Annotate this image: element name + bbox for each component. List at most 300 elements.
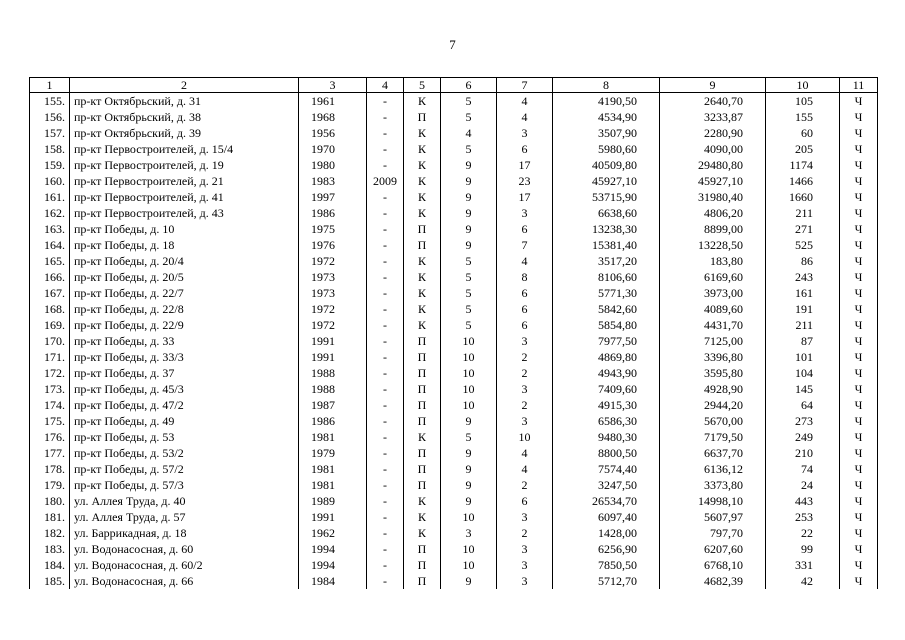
table-row: [30, 173, 878, 189]
cell-living-area: 6136,12: [660, 461, 766, 477]
cell-total-area: 53715,90: [553, 189, 660, 205]
table-row: [30, 525, 878, 541]
table-row: [30, 269, 878, 285]
cell-year-built: 1961: [299, 93, 367, 110]
cell-reconstruction-year: -: [367, 253, 404, 269]
cell-total-area: 26534,70: [553, 493, 660, 509]
cell-row-number: 158.: [30, 141, 70, 157]
cell-reconstruction-year: 2009: [367, 173, 404, 189]
cell-total-area: 5980,60: [553, 141, 660, 157]
cell-living-area: 3396,80: [660, 349, 766, 365]
cell-floors: 5: [441, 93, 497, 110]
cell-reconstruction-year: -: [367, 301, 404, 317]
cell-residents: 86: [766, 253, 840, 269]
cell-year-built: 1984: [299, 573, 367, 589]
cell-residents: 1660: [766, 189, 840, 205]
cell-residents: 60: [766, 125, 840, 141]
cell-total-area: 4943,90: [553, 365, 660, 381]
cell-year-built: 1979: [299, 445, 367, 461]
cell-residents: 243: [766, 269, 840, 285]
cell-row-number: 175.: [30, 413, 70, 429]
table-row: [30, 205, 878, 221]
cell-row-number: 181.: [30, 509, 70, 525]
cell-row-number: 174.: [30, 397, 70, 413]
cell-residents: 104: [766, 365, 840, 381]
cell-entrances: 2: [497, 525, 553, 541]
cell-entrances: 4: [497, 445, 553, 461]
cell-living-area: 7125,00: [660, 333, 766, 349]
table-row: [30, 189, 878, 205]
cell-year-built: 1988: [299, 381, 367, 397]
cell-reconstruction-year: -: [367, 445, 404, 461]
cell-living-area: 13228,50: [660, 237, 766, 253]
column-header-3: 3: [299, 78, 367, 93]
table-row: [30, 221, 878, 237]
cell-wall-material: П: [404, 445, 441, 461]
cell-ownership: Ч: [840, 205, 878, 221]
cell-entrances: 4: [497, 253, 553, 269]
cell-year-built: 1988: [299, 365, 367, 381]
cell-living-area: 6169,60: [660, 269, 766, 285]
table-row: [30, 493, 878, 509]
cell-total-area: 6097,40: [553, 509, 660, 525]
cell-living-area: 2944,20: [660, 397, 766, 413]
cell-total-area: 13238,30: [553, 221, 660, 237]
cell-reconstruction-year: -: [367, 493, 404, 509]
cell-year-built: 1981: [299, 461, 367, 477]
column-header-10: 10: [766, 78, 840, 93]
cell-row-number: 184.: [30, 557, 70, 573]
cell-residents: 1174: [766, 157, 840, 173]
cell-year-built: 1972: [299, 253, 367, 269]
cell-total-area: 8800,50: [553, 445, 660, 461]
table-row: [30, 237, 878, 253]
cell-ownership: Ч: [840, 253, 878, 269]
cell-entrances: 2: [497, 397, 553, 413]
cell-row-number: 173.: [30, 381, 70, 397]
cell-year-built: 1991: [299, 509, 367, 525]
cell-reconstruction-year: -: [367, 509, 404, 525]
cell-reconstruction-year: -: [367, 109, 404, 125]
cell-wall-material: П: [404, 349, 441, 365]
cell-ownership: Ч: [840, 365, 878, 381]
cell-residents: 271: [766, 221, 840, 237]
cell-living-area: 3973,00: [660, 285, 766, 301]
cell-floors: 9: [441, 445, 497, 461]
cell-entrances: 17: [497, 157, 553, 173]
table-row: [30, 109, 878, 125]
cell-row-number: 170.: [30, 333, 70, 349]
cell-entrances: 17: [497, 189, 553, 205]
cell-total-area: 45927,10: [553, 173, 660, 189]
cell-wall-material: П: [404, 477, 441, 493]
cell-row-number: 155.: [30, 93, 70, 110]
cell-row-number: 157.: [30, 125, 70, 141]
cell-entrances: 8: [497, 269, 553, 285]
cell-reconstruction-year: -: [367, 429, 404, 445]
cell-wall-material: П: [404, 381, 441, 397]
cell-year-built: 1970: [299, 141, 367, 157]
cell-living-area: 183,80: [660, 253, 766, 269]
cell-address: пр-кт Победы, д. 45/3: [70, 381, 299, 397]
table-row: [30, 125, 878, 141]
cell-row-number: 176.: [30, 429, 70, 445]
cell-ownership: Ч: [840, 189, 878, 205]
cell-row-number: 162.: [30, 205, 70, 221]
cell-total-area: 1428,00: [553, 525, 660, 541]
cell-address: пр-кт Победы, д. 22/8: [70, 301, 299, 317]
cell-ownership: Ч: [840, 477, 878, 493]
cell-address: пр-кт Первостроителей, д. 41: [70, 189, 299, 205]
cell-wall-material: К: [404, 269, 441, 285]
cell-entrances: 2: [497, 365, 553, 381]
cell-entrances: 7: [497, 237, 553, 253]
cell-address: ул. Водонасосная, д. 60: [70, 541, 299, 557]
cell-ownership: Ч: [840, 397, 878, 413]
cell-year-built: 1976: [299, 237, 367, 253]
column-header-4: 4: [367, 78, 404, 93]
table-row: [30, 157, 878, 173]
table-row: [30, 253, 878, 269]
cell-floors: 10: [441, 333, 497, 349]
cell-year-built: 1987: [299, 397, 367, 413]
cell-year-built: 1986: [299, 205, 367, 221]
cell-row-number: 161.: [30, 189, 70, 205]
cell-residents: 249: [766, 429, 840, 445]
cell-entrances: 4: [497, 93, 553, 110]
cell-address: пр-кт Октябрьский, д. 31: [70, 93, 299, 110]
cell-year-built: 1994: [299, 557, 367, 573]
cell-ownership: Ч: [840, 413, 878, 429]
cell-total-area: 4915,30: [553, 397, 660, 413]
cell-wall-material: К: [404, 125, 441, 141]
cell-entrances: 3: [497, 573, 553, 589]
cell-ownership: Ч: [840, 349, 878, 365]
cell-wall-material: К: [404, 525, 441, 541]
cell-residents: 145: [766, 381, 840, 397]
cell-ownership: Ч: [840, 445, 878, 461]
cell-living-area: 45927,10: [660, 173, 766, 189]
cell-living-area: 4682,39: [660, 573, 766, 589]
cell-residents: 211: [766, 205, 840, 221]
cell-ownership: Ч: [840, 285, 878, 301]
cell-residents: 101: [766, 349, 840, 365]
cell-wall-material: К: [404, 93, 441, 110]
cell-wall-material: П: [404, 557, 441, 573]
cell-total-area: 7977,50: [553, 333, 660, 349]
cell-residents: 105: [766, 93, 840, 110]
cell-floors: 5: [441, 269, 497, 285]
cell-year-built: 1975: [299, 221, 367, 237]
table-row: [30, 285, 878, 301]
cell-ownership: Ч: [840, 237, 878, 253]
cell-year-built: 1956: [299, 125, 367, 141]
cell-total-area: 15381,40: [553, 237, 660, 253]
cell-wall-material: П: [404, 461, 441, 477]
table-row: [30, 541, 878, 557]
cell-total-area: 3517,20: [553, 253, 660, 269]
cell-living-area: 4089,60: [660, 301, 766, 317]
cell-wall-material: П: [404, 573, 441, 589]
cell-total-area: 5854,80: [553, 317, 660, 333]
cell-year-built: 1962: [299, 525, 367, 541]
cell-residents: 210: [766, 445, 840, 461]
cell-year-built: 1983: [299, 173, 367, 189]
cell-year-built: 1986: [299, 413, 367, 429]
cell-entrances: 3: [497, 333, 553, 349]
cell-residents: 211: [766, 317, 840, 333]
column-header-7: 7: [497, 78, 553, 93]
cell-floors: 10: [441, 397, 497, 413]
cell-address: пр-кт Первостроителей, д. 21: [70, 173, 299, 189]
cell-ownership: Ч: [840, 109, 878, 125]
cell-floors: 5: [441, 253, 497, 269]
cell-address: пр-кт Победы, д. 20/4: [70, 253, 299, 269]
cell-reconstruction-year: -: [367, 157, 404, 173]
cell-residents: 161: [766, 285, 840, 301]
cell-address: пр-кт Победы, д. 33/3: [70, 349, 299, 365]
table-row: [30, 301, 878, 317]
cell-living-area: 6768,10: [660, 557, 766, 573]
cell-row-number: 160.: [30, 173, 70, 189]
cell-reconstruction-year: -: [367, 237, 404, 253]
cell-entrances: 6: [497, 301, 553, 317]
cell-living-area: 2280,90: [660, 125, 766, 141]
cell-residents: 205: [766, 141, 840, 157]
cell-reconstruction-year: -: [367, 93, 404, 110]
cell-residents: 253: [766, 509, 840, 525]
cell-address: пр-кт Победы, д. 57/2: [70, 461, 299, 477]
cell-address: пр-кт Победы, д. 22/9: [70, 317, 299, 333]
cell-entrances: 3: [497, 557, 553, 573]
cell-wall-material: К: [404, 493, 441, 509]
cell-year-built: 1972: [299, 301, 367, 317]
cell-total-area: 3247,50: [553, 477, 660, 493]
cell-floors: 5: [441, 141, 497, 157]
cell-floors: 10: [441, 349, 497, 365]
column-header-8: 8: [553, 78, 660, 93]
cell-entrances: 2: [497, 477, 553, 493]
cell-row-number: 182.: [30, 525, 70, 541]
cell-address: пр-кт Победы, д. 47/2: [70, 397, 299, 413]
cell-entrances: 6: [497, 317, 553, 333]
cell-floors: 9: [441, 205, 497, 221]
cell-entrances: 3: [497, 381, 553, 397]
cell-wall-material: К: [404, 285, 441, 301]
cell-ownership: Ч: [840, 269, 878, 285]
cell-residents: 1466: [766, 173, 840, 189]
cell-reconstruction-year: -: [367, 397, 404, 413]
cell-wall-material: П: [404, 333, 441, 349]
cell-address: пр-кт Победы, д. 53/2: [70, 445, 299, 461]
cell-entrances: 3: [497, 541, 553, 557]
cell-floors: 9: [441, 189, 497, 205]
table-row: [30, 141, 878, 157]
table-row: [30, 445, 878, 461]
page-number: 7: [449, 37, 456, 52]
cell-reconstruction-year: -: [367, 525, 404, 541]
cell-row-number: 167.: [30, 285, 70, 301]
cell-ownership: Ч: [840, 221, 878, 237]
cell-address: пр-кт Победы, д. 33: [70, 333, 299, 349]
cell-living-area: 4090,00: [660, 141, 766, 157]
cell-row-number: 169.: [30, 317, 70, 333]
column-header-9: 9: [660, 78, 766, 93]
cell-reconstruction-year: -: [367, 349, 404, 365]
cell-ownership: Ч: [840, 141, 878, 157]
cell-entrances: 10: [497, 429, 553, 445]
table-row: [30, 509, 878, 525]
cell-reconstruction-year: -: [367, 125, 404, 141]
cell-year-built: 1991: [299, 333, 367, 349]
cell-total-area: 6256,90: [553, 541, 660, 557]
cell-wall-material: П: [404, 541, 441, 557]
cell-year-built: 1980: [299, 157, 367, 173]
table-body: [30, 93, 878, 590]
cell-floors: 9: [441, 461, 497, 477]
cell-address: пр-кт Победы, д. 10: [70, 221, 299, 237]
cell-reconstruction-year: -: [367, 269, 404, 285]
cell-living-area: 4431,70: [660, 317, 766, 333]
cell-reconstruction-year: -: [367, 205, 404, 221]
cell-reconstruction-year: -: [367, 557, 404, 573]
column-header-2: 2: [70, 78, 299, 93]
cell-address: пр-кт Первостроителей, д. 15/4: [70, 141, 299, 157]
cell-entrances: 3: [497, 413, 553, 429]
table-row: [30, 573, 878, 589]
cell-entrances: 3: [497, 125, 553, 141]
cell-residents: 525: [766, 237, 840, 253]
cell-living-area: 3373,80: [660, 477, 766, 493]
cell-residents: 22: [766, 525, 840, 541]
cell-address: ул. Водонасосная, д. 66: [70, 573, 299, 589]
cell-address: ул. Аллея Труда, д. 40: [70, 493, 299, 509]
cell-wall-material: К: [404, 429, 441, 445]
cell-row-number: 183.: [30, 541, 70, 557]
table-row: [30, 333, 878, 349]
cell-year-built: 1973: [299, 285, 367, 301]
cell-residents: 155: [766, 109, 840, 125]
cell-entrances: 3: [497, 205, 553, 221]
cell-floors: 5: [441, 429, 497, 445]
cell-row-number: 159.: [30, 157, 70, 173]
cell-ownership: Ч: [840, 429, 878, 445]
cell-address: пр-кт Победы, д. 22/7: [70, 285, 299, 301]
cell-floors: 9: [441, 477, 497, 493]
cell-floors: 9: [441, 413, 497, 429]
cell-wall-material: П: [404, 109, 441, 125]
column-header-1: 1: [30, 78, 70, 93]
cell-floors: 5: [441, 317, 497, 333]
cell-wall-material: П: [404, 365, 441, 381]
cell-row-number: 178.: [30, 461, 70, 477]
cell-wall-material: К: [404, 317, 441, 333]
cell-floors: 5: [441, 109, 497, 125]
cell-ownership: Ч: [840, 573, 878, 589]
cell-entrances: 3: [497, 509, 553, 525]
cell-living-area: 5607,97: [660, 509, 766, 525]
cell-living-area: 8899,00: [660, 221, 766, 237]
cell-floors: 9: [441, 173, 497, 189]
table-row: [30, 381, 878, 397]
cell-total-area: 4534,90: [553, 109, 660, 125]
cell-address: ул. Водонасосная, д. 60/2: [70, 557, 299, 573]
cell-residents: 64: [766, 397, 840, 413]
cell-address: пр-кт Победы, д. 20/5: [70, 269, 299, 285]
cell-living-area: 4928,90: [660, 381, 766, 397]
cell-row-number: 179.: [30, 477, 70, 493]
cell-row-number: 172.: [30, 365, 70, 381]
cell-living-area: 3595,80: [660, 365, 766, 381]
cell-floors: 9: [441, 493, 497, 509]
cell-reconstruction-year: -: [367, 381, 404, 397]
cell-total-area: 4190,50: [553, 93, 660, 110]
cell-residents: 331: [766, 557, 840, 573]
cell-reconstruction-year: -: [367, 285, 404, 301]
cell-living-area: 797,70: [660, 525, 766, 541]
cell-living-area: 6207,60: [660, 541, 766, 557]
cell-living-area: 31980,40: [660, 189, 766, 205]
cell-residents: 42: [766, 573, 840, 589]
table-row: [30, 413, 878, 429]
cell-floors: 10: [441, 365, 497, 381]
cell-reconstruction-year: -: [367, 333, 404, 349]
cell-ownership: Ч: [840, 381, 878, 397]
cell-row-number: 156.: [30, 109, 70, 125]
cell-living-area: 7179,50: [660, 429, 766, 445]
cell-total-area: 6586,30: [553, 413, 660, 429]
table-row: [30, 365, 878, 381]
cell-entrances: 6: [497, 221, 553, 237]
cell-row-number: 163.: [30, 221, 70, 237]
cell-residents: 191: [766, 301, 840, 317]
cell-living-area: 4806,20: [660, 205, 766, 221]
cell-year-built: 1972: [299, 317, 367, 333]
cell-row-number: 180.: [30, 493, 70, 509]
cell-address: пр-кт Победы, д. 53: [70, 429, 299, 445]
cell-total-area: 8106,60: [553, 269, 660, 285]
cell-address: пр-кт Октябрьский, д. 38: [70, 109, 299, 125]
cell-ownership: Ч: [840, 93, 878, 110]
cell-living-area: 2640,70: [660, 93, 766, 110]
cell-year-built: 1981: [299, 429, 367, 445]
cell-address: пр-кт Победы, д. 18: [70, 237, 299, 253]
cell-year-built: 1997: [299, 189, 367, 205]
cell-ownership: Ч: [840, 157, 878, 173]
cell-total-area: 5712,70: [553, 573, 660, 589]
cell-address: пр-кт Победы, д. 57/3: [70, 477, 299, 493]
cell-row-number: 165.: [30, 253, 70, 269]
cell-ownership: Ч: [840, 301, 878, 317]
cell-floors: 5: [441, 285, 497, 301]
column-header-6: 6: [441, 78, 497, 93]
cell-ownership: Ч: [840, 557, 878, 573]
cell-year-built: 1973: [299, 269, 367, 285]
cell-wall-material: К: [404, 141, 441, 157]
cell-reconstruction-year: -: [367, 477, 404, 493]
cell-address: ул. Аллея Труда, д. 57: [70, 509, 299, 525]
cell-row-number: 164.: [30, 237, 70, 253]
cell-ownership: Ч: [840, 461, 878, 477]
table-row: [30, 93, 878, 110]
cell-floors: 9: [441, 573, 497, 589]
cell-wall-material: П: [404, 397, 441, 413]
cell-reconstruction-year: -: [367, 365, 404, 381]
cell-floors: 3: [441, 525, 497, 541]
column-header-11: 11: [840, 78, 878, 93]
cell-reconstruction-year: -: [367, 189, 404, 205]
cell-living-area: 5670,00: [660, 413, 766, 429]
